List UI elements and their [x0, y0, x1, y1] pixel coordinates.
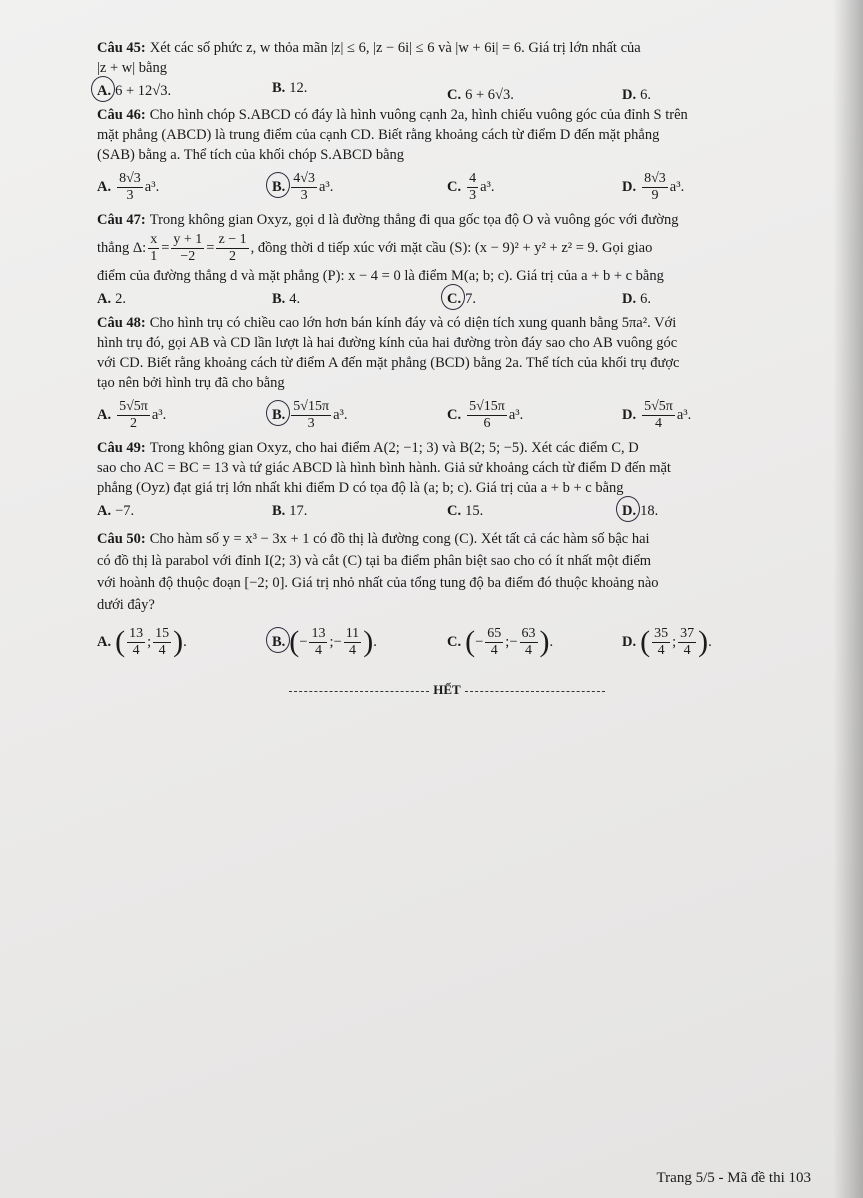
q48-option-c[interactable]: C. $\frac{5√15\pi}{6}$ a³.	[447, 398, 524, 431]
q49-label: Câu 49:	[97, 440, 146, 456]
q50-options	[97, 618, 797, 666]
q50-text-3: với hoành độ thuộc đoạn [−2; 0]. Giá trị nhỏ nhất của tổng tung độ ba điểm đó thuộc khoảng nào	[97, 575, 659, 591]
q46-option-d[interactable]: D. $\frac{8√3}{9}$ a³.	[622, 170, 685, 203]
end-dash-right	[465, 691, 605, 692]
q45-option-d[interactable]: D. 6.	[622, 87, 651, 103]
q48-text-4: tạo nên bởi hình trụ đã cho bằng	[97, 375, 285, 391]
q46-option-c[interactable]: C. $\frac{4}{3}$ a³.	[447, 170, 495, 203]
q46-text-3: (SAB) bằng a. Thể tích của khối chóp S.ABCD bằng	[97, 147, 405, 163]
end-dash-left	[289, 691, 429, 692]
q46-text-1: Cho hình chóp S.ABCD có đáy là hình vuông cạnh 2a, hình chiếu vuông góc của đỉnh S trên	[149, 107, 688, 123]
q49-option-d[interactable]: D. 18.	[622, 503, 659, 519]
q46-options	[97, 167, 797, 207]
q49-option-a[interactable]: A. −7.	[97, 503, 135, 519]
q48-option-d[interactable]: D. $\frac{5√5\pi}{4}$ a³.	[622, 398, 692, 431]
q47-text-1: Trong không gian Oxyz, gọi d là đường thẳng đi qua gốc tọa độ O và vuông góc với đường	[149, 212, 679, 228]
q50-text-1: Cho hàm số y = x³ − 3x + 1 có đồ thị là đường cong (C). Xét tất cả các hàm số bậc hai	[149, 531, 650, 547]
q47-label: Câu 47:	[97, 212, 146, 228]
q45-label: Câu 45:	[97, 40, 146, 56]
q47-options	[97, 288, 797, 310]
q45-option-a[interactable]: A. 6 + 12√3.	[97, 83, 172, 99]
question-50	[97, 528, 797, 666]
q47-option-c[interactable]: C. 7.	[447, 291, 476, 307]
q50-option-d[interactable]: D. ( $\frac{35}{4}$ ; $\frac{37}{4}$ ) .	[622, 625, 712, 658]
q48-label: Câu 48:	[97, 315, 146, 331]
page-shadow-edge	[833, 0, 863, 1198]
q50-text-2: có đồ thị là parabol với đỉnh I(2; 3) và cắt (C) tại ba điểm phân biệt sao cho có ít nhất một điểm	[97, 553, 652, 569]
question-48	[97, 313, 797, 435]
question-49	[97, 438, 797, 522]
q47-frac-1: $\frac{x}{1}$	[150, 231, 158, 264]
q47-option-b[interactable]: B. 4.	[272, 291, 301, 307]
end-text: HẾT	[433, 682, 461, 697]
q45-text-2: |z + w| bằng	[97, 60, 167, 76]
q47-option-d[interactable]: D. 6.	[622, 291, 651, 307]
q47-text-3: điểm của đường thẳng d và mặt phẳng (P): x − 4 = 0 là điểm M(a; b; c). Giá trị của a + b + c bằng	[97, 268, 664, 284]
q50-option-a[interactable]: A. ( $\frac{13}{4}$ ; $\frac{15}{4}$ ) .	[97, 625, 187, 658]
questions-area	[97, 38, 797, 700]
q48-text-3: với CD. Biết rằng khoảng cách từ điểm A đến mặt phẳng (BCD) bằng 2a. Thể tích của khối trụ được	[97, 355, 680, 371]
q47-frac-3: $\frac{z - 1}{2}$	[218, 231, 247, 264]
q48-option-b[interactable]: B. $\frac{5√15\pi}{3}$ a³.	[272, 398, 348, 431]
q46-option-a[interactable]: A. $\frac{8√3}{3}$ a³.	[97, 170, 160, 203]
q49-text-1: Trong không gian Oxyz, cho hai điểm A(2; −1; 3) và B(2; 5; −5). Xét các điểm C, D	[149, 440, 639, 456]
q45-option-b[interactable]: B. 12.	[272, 80, 308, 96]
q46-option-b[interactable]: B. $\frac{4√3}{3}$ a³.	[272, 170, 334, 203]
q49-text-3: phẳng (Oyz) đạt giá trị lớn nhất khi điểm D có tọa độ là (a; b; c). Giá trị của a + b + c bằng	[97, 480, 624, 496]
page-footer: Trang 5/5 - Mã đề thi 103	[656, 1170, 811, 1186]
end-marker	[97, 680, 797, 700]
q50-option-b[interactable]: B. ( − $\frac{13}{4}$ ; − $\frac{11}{4}$ ) .	[272, 625, 377, 658]
q49-option-c[interactable]: C. 15.	[447, 503, 484, 519]
q45-option-c[interactable]: C. 6 + 6√3.	[447, 87, 514, 103]
question-45	[97, 38, 797, 102]
q48-text-1: Cho hình trụ có chiều cao lớn hơn bán kính đáy và có diện tích xung quanh bằng 5πa². Với	[149, 315, 677, 331]
q46-text-2: mặt phẳng (ABCD) là trung điểm của cạnh CD. Biết rằng khoảng cách từ điểm D đến mặt phẳng	[97, 127, 660, 143]
q50-text-4: dưới đây?	[97, 597, 155, 613]
q48-text-2: hình trụ đó, gọi AB và CD lần lượt là hai đường kính của hai đường tròn đáy sao cho AB vuông góc	[97, 335, 678, 351]
q48-options	[97, 395, 797, 435]
q47-frac-2: $\frac{y + 1}{-2}$	[173, 231, 203, 264]
q47-option-a[interactable]: A. 2.	[97, 291, 126, 307]
question-47	[97, 210, 797, 310]
q49-options	[97, 500, 797, 522]
q47-line-2: thẳng Δ: $\frac{x}{1}$ = $\frac{y + 1}{-2}$ = $\frac{z - 1}{2}$ , đồng thời d tiếp xúc với mặt cầu (S): (x − 9)² + y² + z² = 9. Gọi giao	[97, 231, 653, 264]
q48-option-a[interactable]: A. $\frac{5√5\pi}{2}$ a³.	[97, 398, 167, 431]
q50-option-c[interactable]: C. ( − $\frac{65}{4}$ ; − $\frac{63}{4}$ ) .	[447, 625, 554, 658]
question-46	[97, 105, 797, 207]
q45-text-1: Xét các số phức z, w thỏa mãn |z| ≤ 6, |z − 6i| ≤ 6 và |w + 6i| = 6. Giá trị lớn nhất của	[149, 40, 641, 56]
q49-text-2: sao cho AC = BC = 13 và tứ giác ABCD là hình bình hành. Giả sử khoảng cách từ điểm D đến mặt	[97, 460, 671, 476]
q46-label: Câu 46:	[97, 107, 146, 123]
q49-option-b[interactable]: B. 17.	[272, 503, 308, 519]
q45-options	[97, 80, 797, 102]
q50-label: Câu 50:	[97, 531, 146, 547]
